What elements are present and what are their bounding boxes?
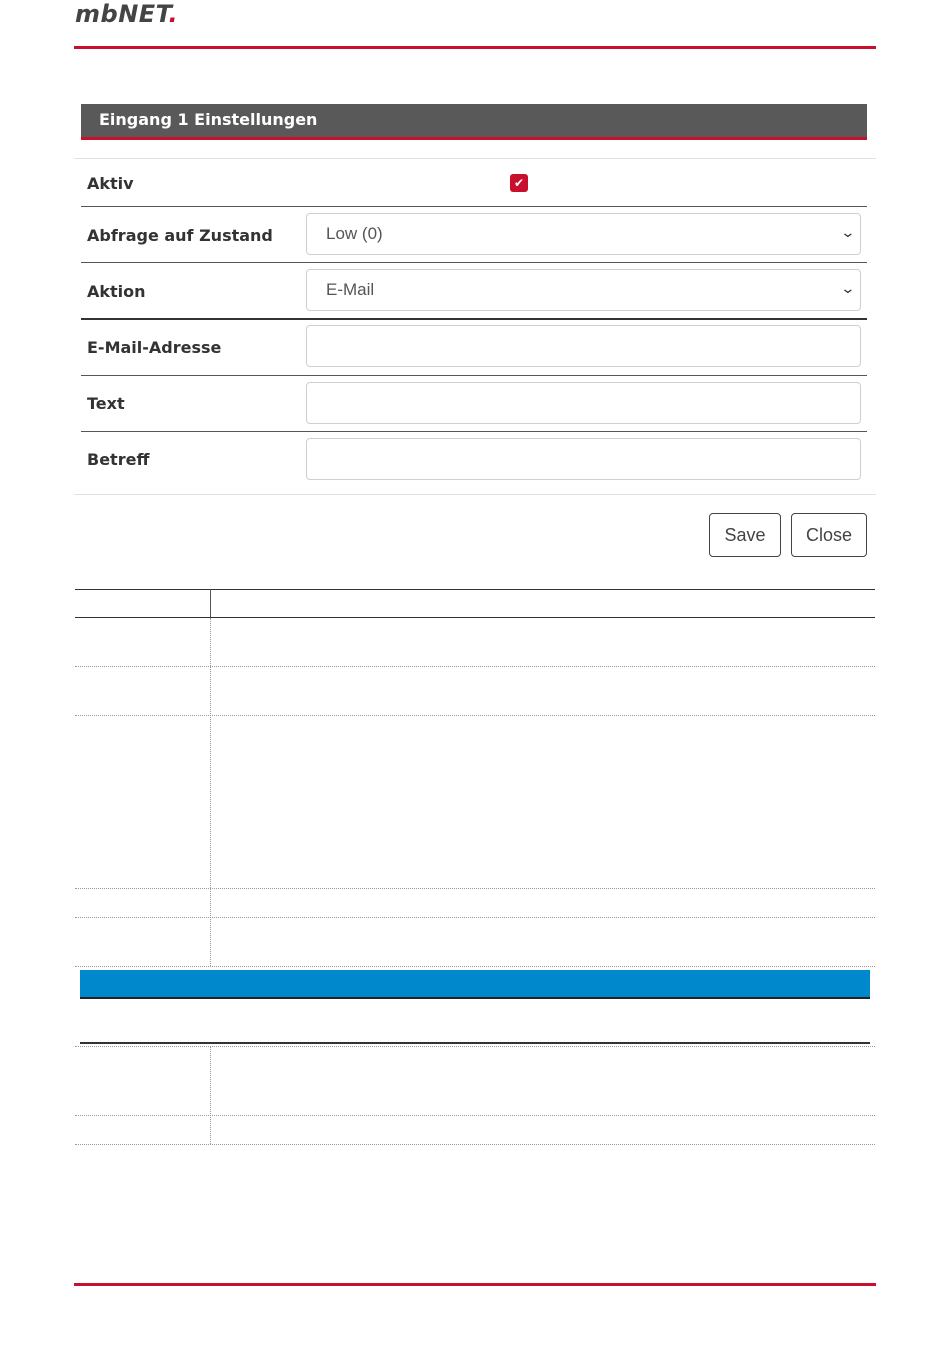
table-row-line	[75, 917, 875, 918]
label-email-adresse: E-Mail-Adresse	[87, 338, 222, 357]
table-row-line	[75, 888, 875, 889]
aktion-select[interactable]	[306, 269, 861, 311]
check-icon: ✔	[513, 176, 525, 190]
table-column-divider	[210, 618, 211, 966]
aktion-select-value: E-Mail	[326, 280, 375, 299]
zustand-select-value: Low (0)	[326, 224, 383, 243]
dialog-header	[81, 104, 867, 140]
header-rule	[74, 46, 876, 49]
table-section-bar	[80, 970, 870, 999]
table-section-line	[80, 1042, 870, 1044]
table-row-line	[75, 666, 875, 667]
footer-rule	[74, 1283, 876, 1286]
logo: mbNET.	[75, 0, 179, 28]
label-abfrage-auf-zustand: Abfrage auf Zustand	[87, 226, 273, 245]
row-divider	[81, 206, 867, 207]
table-header-divider	[210, 589, 211, 617]
table-row-line	[75, 715, 875, 716]
table-top-line	[75, 589, 875, 590]
row-divider	[81, 431, 867, 432]
table-header-line	[75, 617, 875, 618]
form-top-divider	[74, 158, 876, 159]
chevron-down-icon: ⌄	[840, 281, 856, 297]
row-divider	[81, 262, 867, 263]
label-betreff: Betreff	[87, 450, 150, 469]
close-button[interactable]: Close	[791, 513, 867, 557]
chevron-down-icon: ⌄	[840, 225, 856, 241]
label-aktion: Aktion	[87, 282, 146, 301]
table-row-line	[75, 966, 875, 967]
zustand-select[interactable]	[306, 213, 861, 255]
table-column-divider	[210, 1046, 211, 1144]
aktiv-checkbox[interactable]	[510, 174, 528, 192]
save-button[interactable]: Save	[709, 513, 781, 557]
table-row-line	[75, 1046, 875, 1047]
row-divider	[81, 318, 867, 320]
subject-input[interactable]	[306, 438, 861, 480]
form-bottom-divider	[74, 494, 876, 495]
text-input[interactable]	[306, 382, 861, 424]
email-address-input[interactable]	[306, 325, 861, 367]
table-row-line	[75, 1144, 875, 1145]
label-text: Text	[87, 394, 125, 413]
label-aktiv: Aktiv	[87, 174, 134, 193]
table-row-line	[75, 1115, 875, 1116]
dialog-title: Eingang 1 Einstellungen	[99, 110, 318, 129]
row-divider	[81, 375, 867, 376]
